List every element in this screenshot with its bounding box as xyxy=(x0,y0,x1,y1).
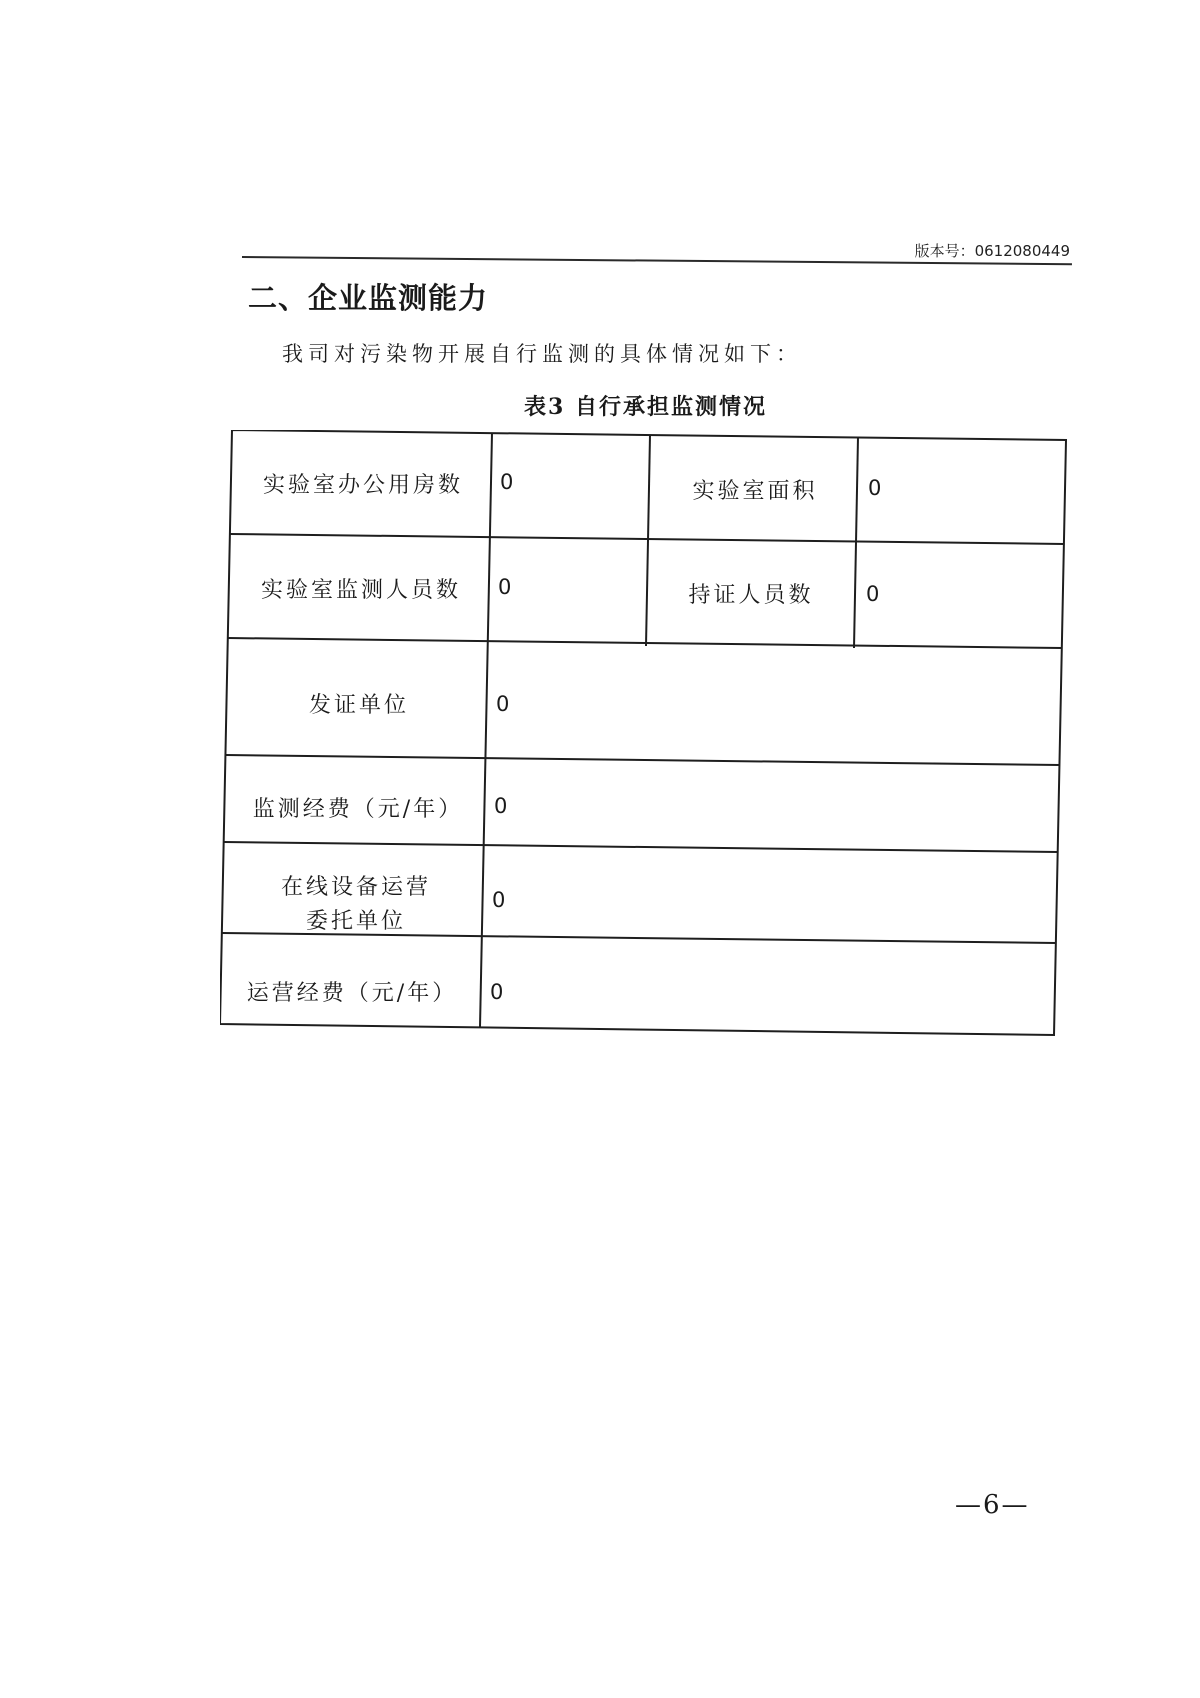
label-monitoring-cost: 监测经费（元/年） xyxy=(252,797,464,822)
column-divider-main xyxy=(480,433,492,1027)
label-operating-cost: 运营经费（元/年） xyxy=(246,981,458,1006)
intro-paragraph: 我司对污染物开展自行监测的具体情况如下： xyxy=(282,342,802,366)
table-outer-border xyxy=(220,430,1066,1035)
row-divider-3 xyxy=(226,755,1060,765)
row-divider-4 xyxy=(224,842,1058,852)
table-grid-lines xyxy=(220,430,1070,1110)
value-issuing-unit: 0 xyxy=(496,692,510,716)
version-number: 版本号：0612080449 xyxy=(914,242,1070,260)
page-number: —6— xyxy=(955,1490,1030,1520)
value-monitoring-cost: 0 xyxy=(494,794,508,818)
monitoring-table xyxy=(220,430,1070,1110)
label-online-operator-line1: 在线设备运营 xyxy=(280,875,431,900)
value-certified-staff: 0 xyxy=(866,582,880,606)
section-title: 二、企业监测能力 xyxy=(248,281,489,315)
value-lab-staff: 0 xyxy=(498,575,512,599)
column-divider-label2 xyxy=(646,435,650,646)
label-certified-staff: 持证人员数 xyxy=(688,583,814,608)
label-lab-staff: 实验室监测人员数 xyxy=(260,578,461,603)
table-caption: 表3 自行承担监测情况 xyxy=(524,394,767,420)
label-issuing-unit: 发证单位 xyxy=(308,693,409,718)
value-operating-cost: 0 xyxy=(490,980,504,1004)
label-lab-area: 实验室面积 xyxy=(692,479,818,504)
value-lab-area: 0 xyxy=(868,476,882,500)
label-lab-rooms: 实验室办公用房数 xyxy=(262,473,463,498)
label-online-operator-line2: 委托单位 xyxy=(305,909,406,934)
row-divider-2 xyxy=(228,638,1062,648)
value-lab-rooms: 0 xyxy=(500,470,514,494)
value-online-operator: 0 xyxy=(492,888,506,912)
